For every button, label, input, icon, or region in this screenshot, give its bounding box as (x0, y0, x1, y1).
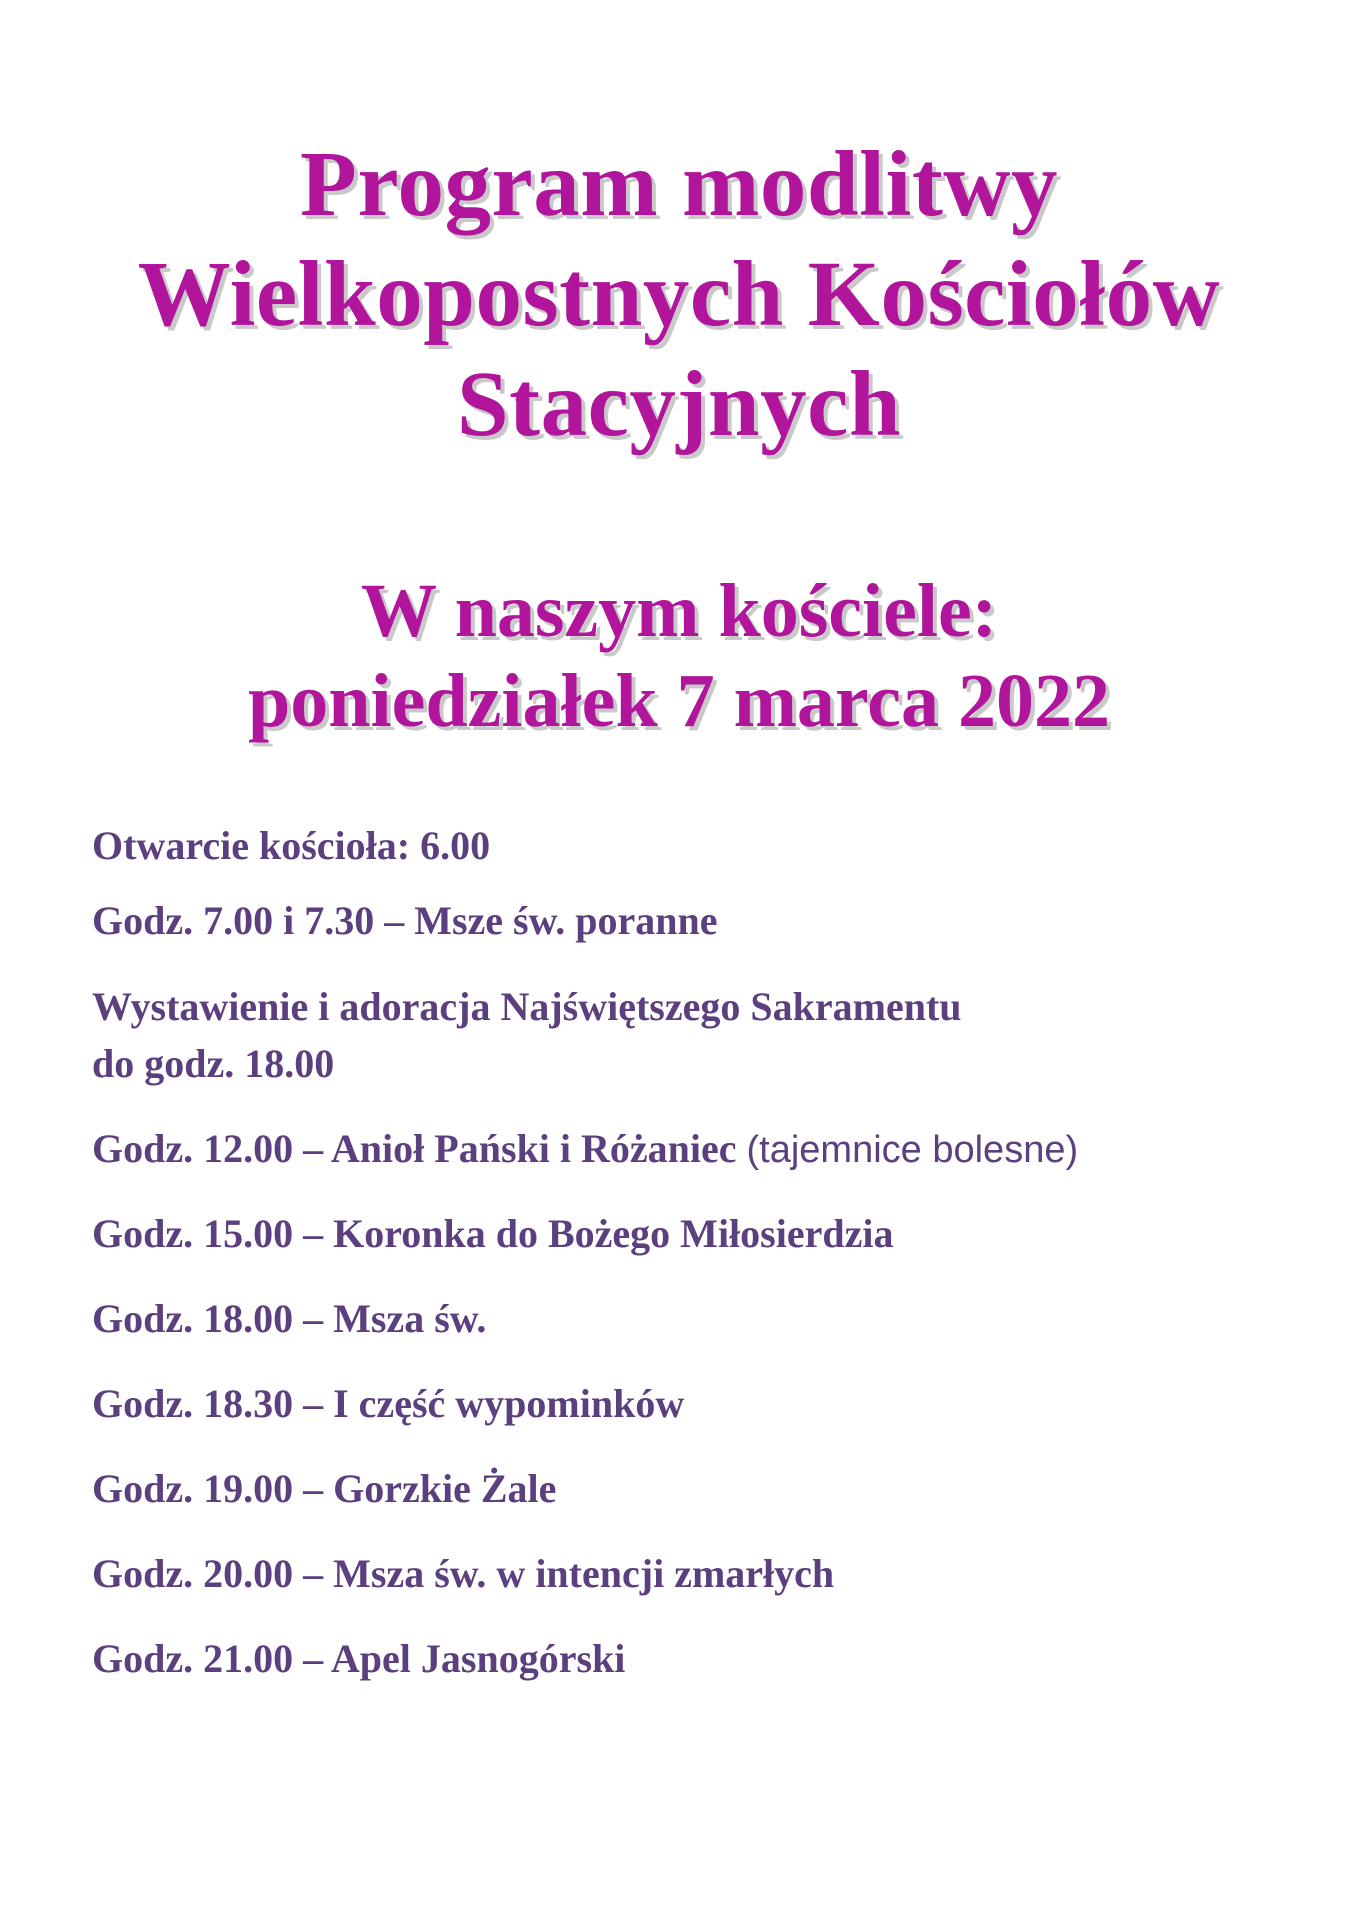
subtitle-line-1: W naszym kościele: (360, 569, 998, 653)
document-title (0, 130, 1358, 460)
title-line-2: Wielkopostnych Kościołów (137, 243, 1221, 346)
schedule-morning-mass: Godz. 7.00 i 7.30 – Msze św. poranne (92, 898, 718, 943)
title-line-1: Program modlitwy (300, 133, 1058, 236)
schedule-angelus: Godz. 12.00 – Anioł Pański i Różaniec (92, 1126, 737, 1171)
schedule-gorzkie-zale: Godz. 19.00 – Gorzkie Żale (92, 1466, 557, 1511)
schedule-adoration-line-1: Wystawienie i adoracja Najświętszego Sakramentu (92, 984, 962, 1029)
document-subtitle (0, 566, 1358, 746)
schedule-apel: Godz. 21.00 – Apel Jasnogórski (92, 1636, 626, 1681)
title-line-3: Stacyjnych (456, 353, 902, 456)
schedule-remembrance: Godz. 18.30 – I część wypominków (92, 1381, 685, 1426)
subtitle-line-2: poniedziałek 7 marca 2022 (247, 659, 1110, 743)
schedule-angelus-row (92, 1121, 1078, 1178)
schedule-mass-18: Godz. 18.00 – Msza św. (92, 1296, 487, 1341)
schedule-opening: Otwarcie kościoła: 6.00 (92, 823, 491, 868)
schedule-adoration-line-2: do godz. 18.00 (92, 1041, 335, 1086)
schedule-angelus-note: (tajemnice bolesne) (746, 1129, 1079, 1171)
schedule-mass-20: Godz. 20.00 – Msza św. w intencji zmarłych (92, 1551, 835, 1596)
schedule-chaplet: Godz. 15.00 – Koronka do Bożego Miłosierdzia (92, 1211, 894, 1256)
